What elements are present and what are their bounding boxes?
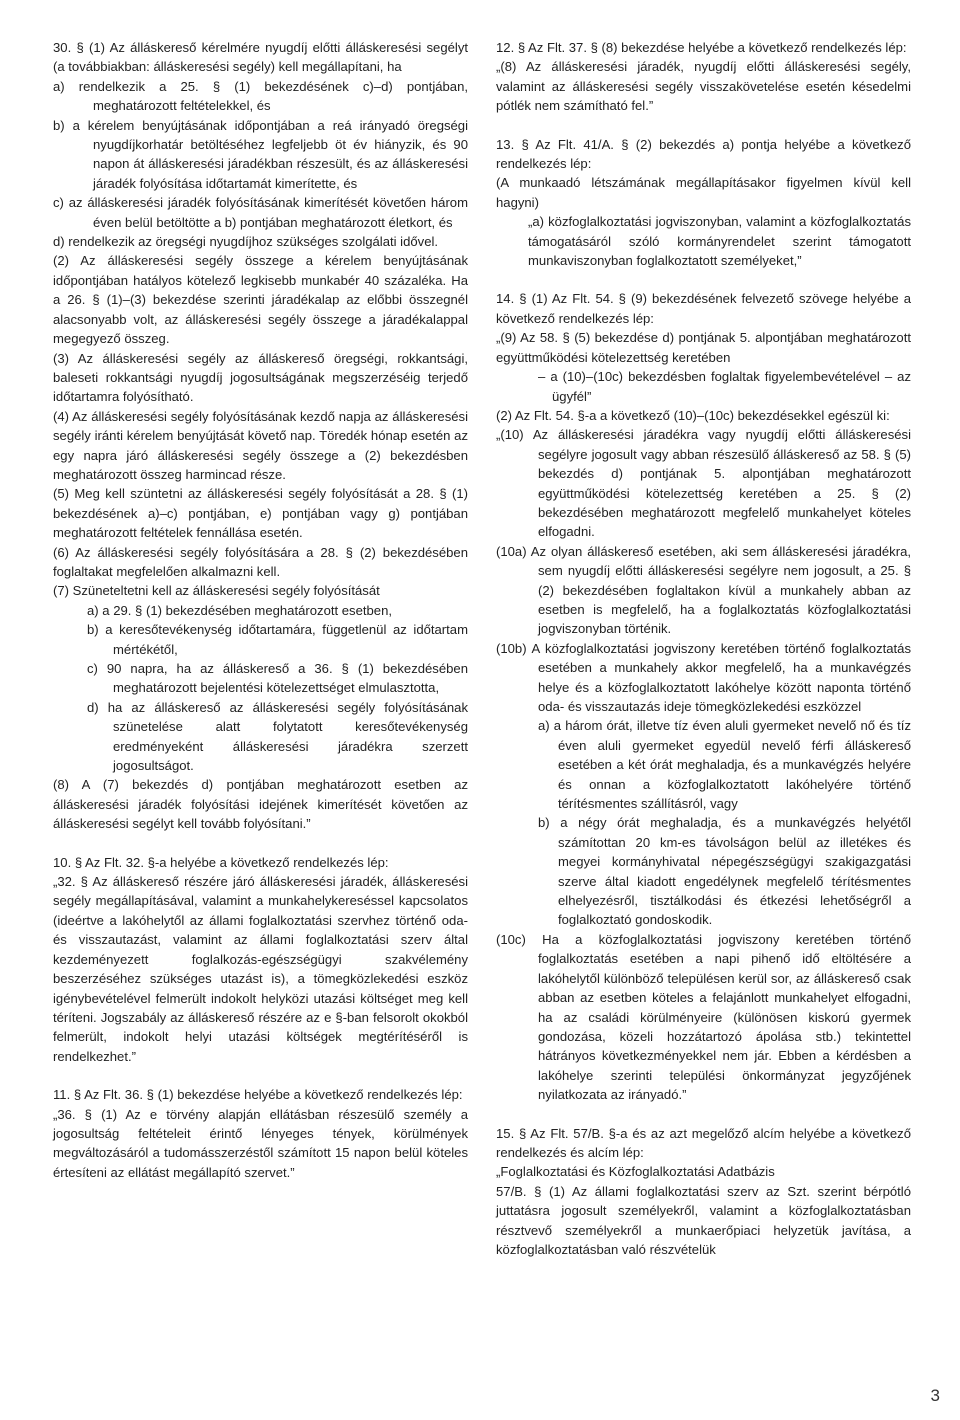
paragraph: „(8) Az álláskeresési járadék, nyugdíj előtti álláskeresési segély, valamint az álláskeresési segély visszakövetelése esetén késedelmi pótlék nem számítható fel.” (496, 59, 911, 114)
paragraph: „(10) Az álláskeresési járadékra vagy nyugdíj előtti álláskeresési segélyre jogosult vagy abban részesülő álláskereső az 58. § (5) bekezdés d) pontjának 5. alpontjában meghatározott együttműködési kötelezettség keretében a 25. § (2) bekezdésében meghatározott megfelelő munkahelyet köteles elfogadni. (496, 427, 911, 540)
paragraph: (8) A (7) bekezdés d) pontjában meghatározott esetben az álláskeresési járadék folyósítási idejének kimerítését követően az álláskeresési segélyt kell tovább folyósítani.” (53, 777, 468, 832)
paragraph: a) rendelkezik a 25. § (1) bekezdésének c)–d) pontjában, meghatározott feltételekkel, és (53, 78, 468, 114)
paragraph: 13. § Az Flt. 41/A. § (2) bekezdés a) pontja helyébe a következő rendelkezés lép: (496, 136, 911, 172)
paragraph: a) a három órát, illetve tíz éven aluli gyermeket nevelő nő és tíz éven aluli gyermeket egyedül nevelő férfi álláskereső esetében a két órát meghaladja, és a munkavégzés helyére és onnan a közfoglalkoztatott lakóhelyére történő térítésmentes szállításról, vagy (538, 718, 911, 812)
paragraph: „32. § Az álláskereső részére járó álláskeresési járadék, álláskeresési segély megállapításával, valamint a munkahelykereséssel kapcsolatos (ideértve a lakóhelytől az állami foglalkoztatási szervhez történő oda- és visszautazást, valamint az állami foglalkoztatási szerv által kezdeményezett foglalkozás-egészségügyi szakvélemény beszerzéséhez szükséges utazást is), a tömegközlekedési eszköz igénybevételével felmerült indokolt helyközi utazási költséget meg kell téríteni. Jogszabály az álláskereső részére az e §-ban felsorolt okokból felmerült, indokolt helyi utazási költségek megtérítéséről is rendelkezhet.” (53, 874, 468, 1064)
paragraph: (3) Az álláskeresési segély az álláskereső öregségi, rokkantsági, baleseti rokkantsági nyugdíj jogosultságának megszerzéséig terjedő időtartamra folyósítható. (53, 350, 468, 405)
paragraph: (4) Az álláskeresési segély folyósításának kezdő napja az álláskeresési segély iránti kérelem benyújtását követő nap. Töredék hónap esetén az egy napra járó álláskeresési segély összege a (2) bekezdésben meghatározott összeg harmincad része. (53, 408, 468, 482)
paragraph: 14. § (1) Az Flt. 54. § (9) bekezdésének felvezető szövege helyébe a következő rendelkezés lép: (496, 291, 911, 326)
paragraph: 11. § Az Flt. 36. § (1) bekezdése helyébe a következő rendelkezés lép: (53, 1087, 463, 1103)
paragraph: (10a) Az olyan álláskereső esetében, aki sem álláskeresési járadékra, sem nyugdíj előtti álláskeresési segélyre nem jogosult, a 25. § (2) bekezdésében foglaltakon kívül a munkahely abban az esetben is megfelelő, ha a foglalkoztatás közfoglalkoztatási jogviszonyban történik. (496, 543, 911, 637)
paragraph: c) az álláskeresési járadék folyósításának kimerítését követően három éven belül betöltötte a b) pontjában meghatározott életkort, és (53, 195, 468, 230)
paragraph: (2) Az Flt. 54. §-a a következő (10)–(10c) bekezdésekkel egészül ki: (496, 407, 890, 423)
paragraph-spacer (496, 270, 911, 289)
paragraph-spacer (496, 116, 911, 135)
paragraph: 57/B. § (1) Az állami foglalkoztatási szerv az Szt. szerint bérpótló juttatásra jogosult személyekről, valamint a közfoglalkoztatásban résztvevő személyekről a munkaerőpiaci helyzetük javítása, a közfoglalkoztatásban való részvételük (496, 1183, 911, 1257)
paragraph: – a (10)–(10c) bekezdésben foglaltak figyelembevételével – az ügyfél” (538, 369, 911, 404)
paragraph: „a) közfoglalkoztatási jogviszonyban, valamint a közfoglalkoztatás támogatásáról szóló kormányrendelet szerint támogatott munkaviszonyban foglalkoztatott személyeket,” (528, 214, 911, 269)
paragraph: b) a négy órát meghaladja, és a munkavégzés helyétől számítottan 20 km-es távolságon belül az illetékes és megyei kormányhivatal népegészségügyi szakigazgatási szerve által kiadott engedélynek megfelelő térítésmentes elhelyezésről, tisztálkodási és étkezési lehetőségről a foglalkoztató gondoskodik. (538, 815, 911, 928)
paragraph: d) rendelkezik az öregségi nyugdíjhoz szükséges szolgálati idővel. (53, 234, 439, 250)
paragraph: a) a 29. § (1) bekezdésében meghatározott esetben, (87, 602, 392, 618)
paragraph: d) ha az álláskereső az álláskeresési segély folyósításának szünetelése alatt folytatott keresőtevékenység eredményeként álláskeresési járadékra szerzett jogosultságot. (87, 699, 468, 774)
paragraph-spacer (496, 1105, 911, 1124)
paragraph: (6) Az álláskeresési segély folyósítására a 28. § (2) bekezdésében foglaltakat megfelelően alkalmazni kell. (53, 544, 468, 579)
paragraph: b) a keresőtevékenység időtartamára, függetlenül az időtartam mértékétől, (87, 622, 468, 657)
paragraph: 10. § Az Flt. 32. §-a helyébe a következő rendelkezés lép: (53, 854, 389, 870)
paragraph: c) 90 napra, ha az álláskereső a 36. § (1) bekezdésében meghatározott bejelentési kötelezettséget elmulasztotta, (87, 661, 468, 696)
paragraph: (5) Meg kell szüntetni az álláskeresési segély folyósítását a 28. § (1) bekezdésének a)–c) pontjában, e) pontjában vagy g) pontjában meghatározott feltételek fennállása esetén. (53, 486, 468, 541)
right-column (496, 38, 911, 1259)
paragraph: 30. § (1) Az álláskereső kérelmére nyugdíj előtti álláskeresési segélyt (a továbbiakban: álláskeresési segély) kell megállapítani, ha (53, 40, 468, 75)
paragraph: „(9) Az 58. § (5) bekezdése d) pontjának 5. alpontjában meghatározott együttműködési kötelezettség keretében (496, 330, 911, 365)
paragraph: „Foglalkoztatási és Közfoglalkoztatási Adatbázis (496, 1164, 775, 1180)
paragraph: „36. § (1) Az e törvény alapján ellátásban részesülő személy a jogosultság feltételeit érintő lényeges tények, körülmények megváltozásáról a tudomásszerzéstől számított 15 napon belül köteles értesíteni az ellátást megállapító szervet.” (53, 1106, 468, 1180)
paragraph: (2) Az álláskeresési segély összege a kérelem benyújtásának időpontjában hatályos kötelező legkisebb munkabér 40 százaléka. Ha a 26. § (1)–(3) bekezdése szerinti járadékalap az előbbi összegnél alacsonyabb volt, az álláskeresési segély összege a járadékalappal megegyező összeg. (53, 253, 468, 347)
page-number: 3 (930, 1386, 940, 1405)
paragraph: (10c) Ha a közfoglalkoztatási jogviszony keretében történő foglalkoztatás esetében a napi pihenő idő eltöltésére a lakóhelytől különböző településen kerül sor, az álláskereső csak abban az esetben köteles a felajánlott munkahelyet elfogadni, ha az családi körülményeire (különösen kiskorú gyermek gondozása, közeli hozzátartozó ápolása stb.) tekintettel hátrányos következményekkel nem jár. Ebben a kérdésben a lakóhelye szerinti települési önkormányzat jegyzőjének nyilatkozata az irányadó.” (496, 931, 911, 1103)
paragraph: b) a kérelem benyújtásának időpontjában a reá irányadó öregségi nyugdíjkorhatár betöltéséhez legfeljebb öt év hiányzik, és 90 napon át álláskeresési járadékban részesült, és az álláskeresési járadék folyósítása időtartamát kimerítette, és (53, 117, 468, 191)
paragraph: (A munkaadó létszámának megállapításakor figyelmen kívül kell hagyni) (496, 175, 911, 210)
paragraph: 12. § Az Flt. 37. § (8) bekezdése helyébe a következő rendelkezés lép: (496, 40, 907, 55)
paragraph: (7) Szüneteltetni kell az álláskeresési segély folyósítását (53, 583, 380, 599)
paragraph-spacer (53, 834, 468, 853)
left-column (53, 38, 468, 1182)
paragraph: (10b) A közfoglalkoztatási jogviszony keretében történő foglalkoztatás esetében a munkahely akkor megfelelő, ha a munkavégzés helye és a közfoglalkoztatott lakóhelye között naponta történő oda- és visszautazás ideje tömegközlekedési eszközzel (496, 640, 911, 714)
paragraph-spacer (53, 1066, 468, 1085)
paragraph: 15. § Az Flt. 57/B. §-a és az azt megelőző alcím helyébe a következő rendelkezés és alcím lép: (496, 1125, 911, 1160)
